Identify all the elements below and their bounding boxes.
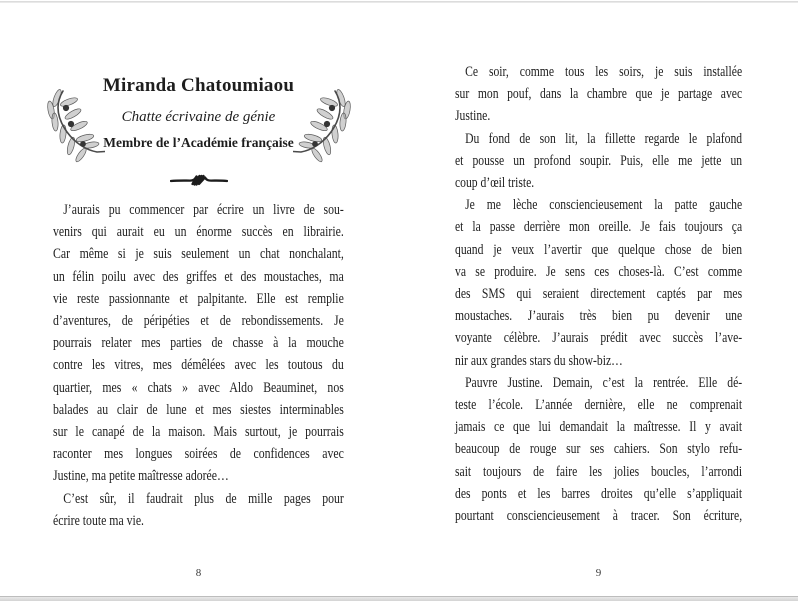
text-line: J’aurais pu commencer par écrire un livre de sou- — [63, 202, 344, 218]
author-name: Miranda Chatoumiaou — [102, 75, 295, 96]
text-line: C’est sûr, il faudrait plus de mille pages pour — [63, 490, 344, 507]
text-line: des ponts et les barres droites qu’elle s’appliquait — [455, 485, 743, 502]
text-line: sait toujours de faire les jolies boucles, l’arrondi — [455, 463, 743, 480]
text-line: Car même si je suis seulement un chat nonchalant, — [53, 246, 344, 263]
page-number-right: 9 — [595, 567, 602, 579]
text-line: d’aventures, de péripéties et de rebondissements. Je — [53, 313, 344, 330]
text-line: teste l’école. L’année dernière, elle ne comprenait — [455, 397, 743, 414]
text-line: contre les vitres, mes démêlées avec les toutous du — [53, 357, 344, 374]
text-line: Du fond de son lit, la fillette regarde le plafond — [465, 130, 743, 147]
text-line: des SMS qui seraient directement captés par mes — [455, 286, 743, 303]
text-line: sur mon pouf, dans la chambre que je partage avec — [455, 86, 743, 103]
author-subtitle: Chatte écrivaine de génie — [121, 109, 276, 125]
page-number-left: 8 — [195, 567, 202, 579]
text-line: venirs qui aurait eu un énorme succès en librairie. — [53, 224, 344, 241]
scan-top-edge — [0, 1, 798, 3]
text-line: Ce soir, comme tous les soirs, je suis installée — [465, 64, 743, 80]
text-line: quand je veux l’avertir que quelque chose de bien — [455, 241, 743, 258]
text-line: et la passe derrière mon oreille. Je fais toujours ça — [455, 219, 743, 236]
text-line: raconter mes longues soirées de confidences avec — [53, 446, 344, 463]
text-line: Pauvre Justine. Demain, c’est la rentrée. Elle dé- — [465, 374, 743, 391]
scan-bottom-edge — [0, 596, 798, 601]
text-line: beaucoup de rouge sur ses cahiers. Son stylo refu- — [455, 441, 743, 458]
text-line: Justine, ma petite maîtresse adorée… — [53, 468, 229, 485]
left-page-text — [53, 199, 344, 532]
text-line: balades au clair de lune et mes siestes interminables — [53, 401, 344, 418]
text-line: vie reste passionnante et palpitante. Elle est remplie — [53, 290, 344, 307]
text-line: va se produire. Je sens ces choses-là. C’est comme — [455, 263, 743, 280]
text-line: Justine. — [455, 108, 491, 125]
text-line: coup d’œil triste. — [455, 175, 535, 192]
text-line: sur le canapé de la maison. Mais surtout, je pourrais — [53, 424, 344, 441]
chapter-header — [53, 76, 344, 196]
text-line: voyante célèbre. J’aurais prédit avec succès l’ave- — [455, 330, 743, 347]
text-line: moustaches. J’aurais très bien pu devenir une — [455, 308, 743, 325]
calligraphic-flourish-icon — [170, 173, 228, 187]
text-line: pourrais relater mes parties de chasse à la mouche — [53, 335, 344, 352]
text-line: quartier, mes « chats » avec Aldo Beauminet, nos — [53, 379, 344, 396]
section-divider — [53, 173, 344, 192]
text-line: nir aux grandes stars du show-biz… — [455, 352, 623, 369]
right-page-text — [455, 61, 742, 527]
text-line: pourtant consciencieusement à tracer. Son écriture, — [455, 508, 743, 525]
text-line: Je me lèche consciencieusement la patte gauche — [465, 197, 743, 214]
text-line: un félin poilu avec des griffes et des moustaches, ma — [53, 268, 344, 285]
text-line: écrire toute ma vie. — [53, 512, 145, 529]
text-line: jamais ce que lui demandait la maîtresse. Il y avait — [455, 419, 743, 436]
text-line: et pousse un profond soupir. Puis, elle me jette un — [455, 152, 743, 169]
author-affiliation: Membre de l’Académie française — [103, 135, 294, 150]
